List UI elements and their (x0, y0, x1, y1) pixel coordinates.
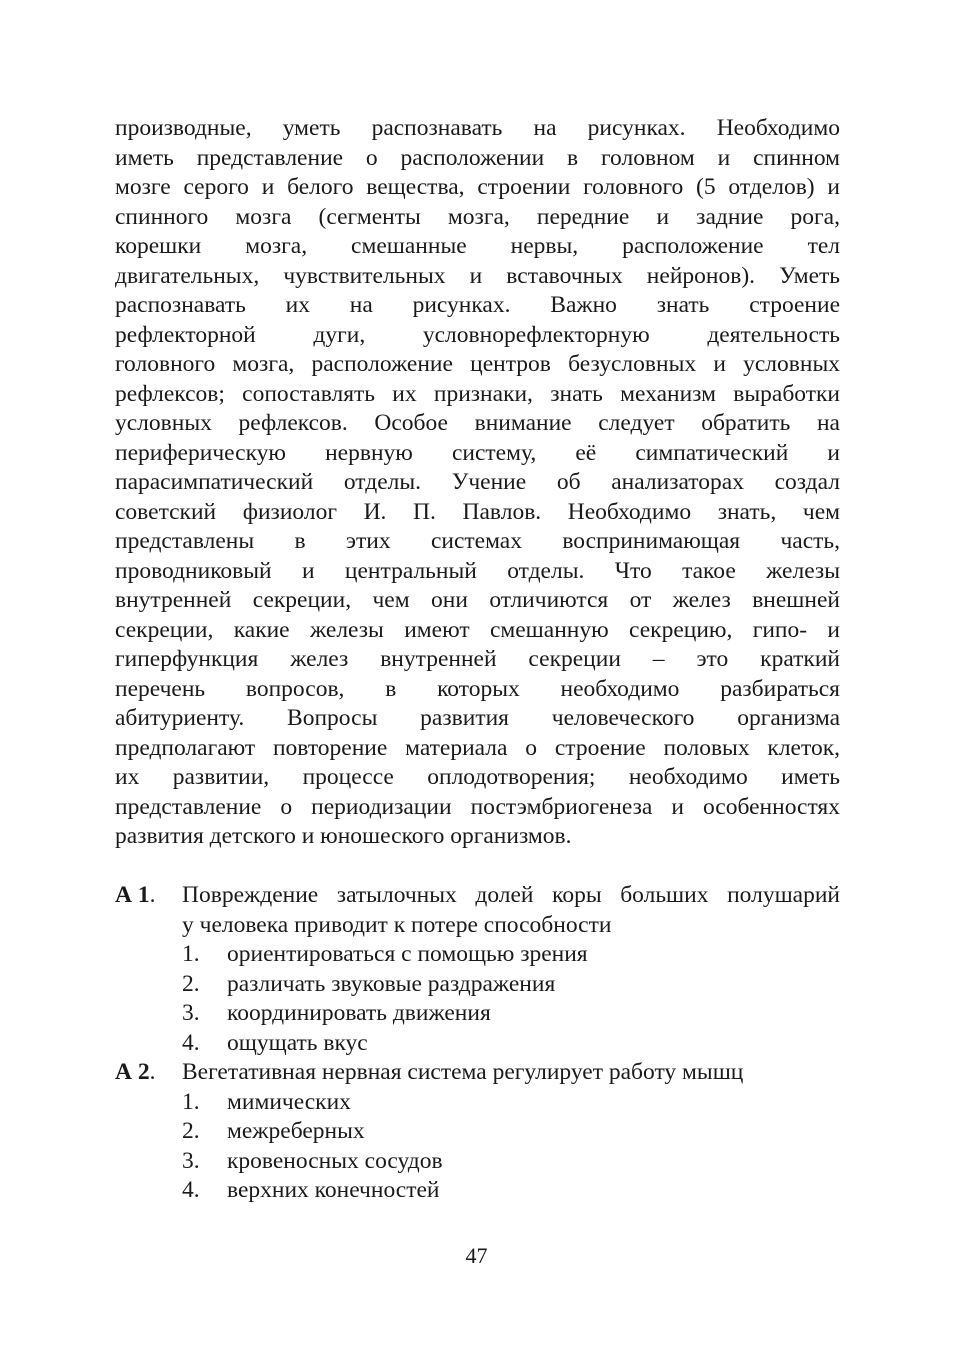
option-number: 3. (182, 1000, 200, 1026)
body-line: гиперфункция желез внутренней секреции – это краткий (115, 646, 840, 672)
body-line: рефлекторной дуги, условнорефлекторную деятельность (115, 321, 840, 348)
body-line: развития детского и юношеского организмов. (115, 823, 572, 849)
body-line: иметь представление о расположении в головном и спинном (115, 144, 840, 171)
page-number: 47 (465, 1243, 488, 1268)
answer-option (182, 940, 840, 970)
question-text: у человека приводит к потере способности (182, 911, 612, 938)
option-text: ощущать вкус (227, 1029, 368, 1056)
option-text: кровеносных сосудов (227, 1147, 443, 1174)
body-line: периферическую нервную систему, её симпатический и (115, 439, 840, 466)
option-text: ориентироваться с помощью зрения (227, 941, 588, 967)
body-paragraph (115, 114, 840, 852)
question-item (115, 881, 840, 1058)
question-text: Повреждение затылочных долей коры больших полушарий (182, 882, 840, 908)
body-line: проводниковый и центральный отделы. Что такое железы (115, 557, 840, 584)
body-line: спинного мозга (сегменты мозга, передние и задние рога, (115, 203, 840, 230)
body-line: внутренней секреции, чем они отличиются от желез внешней (115, 587, 840, 613)
body-line: их развитии, процессе оплодотворения; необходимо иметь (115, 764, 840, 790)
option-text: различать звуковые раздражения (227, 970, 556, 997)
option-number: 4. (182, 1177, 200, 1203)
question-item (115, 1058, 840, 1206)
option-number: 2. (182, 970, 200, 997)
body-line: головного мозга, расположение центров безусловных и условных (115, 351, 840, 377)
question-number-label: А 1 (115, 882, 150, 908)
question-number: А 1. (115, 882, 156, 908)
body-line: представление о периодизации постэмбриогенеза и особенностях (115, 793, 840, 820)
option-number: 4. (182, 1029, 200, 1056)
body-line: рефлексов; сопоставлять их признаки, знать механизм выработки (115, 380, 840, 407)
question-text: Вегетативная нервная система регулирует работу мышц (182, 1059, 744, 1085)
body-line: распознавать их на рисунках. Важно знать строение (115, 292, 840, 318)
option-text: мимических (227, 1088, 351, 1115)
option-text: координировать движения (227, 1000, 491, 1026)
body-line: перечень вопросов, в которых необходимо разбираться (115, 675, 840, 702)
question-list (115, 881, 840, 1206)
option-text: межреберных (227, 1118, 365, 1144)
answer-option (182, 1176, 840, 1206)
body-line: абитуриенту. Вопросы развития человеческого организма (115, 705, 840, 731)
body-line: производные, уметь распознавать на рисунках. Необходимо (115, 115, 840, 141)
question-number: А 2. (115, 1059, 156, 1085)
body-line: секреции, какие железы имеют смешанную секрецию, гипо- и (115, 616, 840, 643)
body-line: представлены в этих системах воспринимающая часть, (115, 528, 840, 554)
body-line: предполагают повторение материала о строение половых клеток, (115, 734, 840, 761)
answer-option (182, 970, 840, 1000)
body-line: условных рефлексов. Особое внимание следует обратить на (115, 410, 840, 436)
question-number-label: А 2 (115, 1059, 150, 1085)
option-number: 3. (182, 1147, 200, 1174)
body-line: корешки мозга, смешанные нервы, расположение тел (115, 233, 840, 259)
body-line: парасимпатический отделы. Учение об анализаторах создал (115, 469, 840, 495)
answer-option (182, 1117, 840, 1147)
option-number: 1. (182, 1088, 200, 1115)
answer-option (182, 1029, 840, 1059)
answer-option (182, 999, 840, 1029)
answer-option (182, 1147, 840, 1177)
answer-option (182, 1088, 840, 1118)
option-text: верхних конечностей (227, 1177, 440, 1203)
body-line: советский физиолог И. П. Павлов. Необходимо знать, чем (115, 498, 840, 525)
body-line: мозге серого и белого вещества, строении головного (5 отделов) и (115, 174, 840, 200)
option-number: 2. (182, 1118, 200, 1144)
body-line: двигательных, чувствительных и вставочных нейронов). Уметь (115, 262, 840, 289)
option-number: 1. (182, 941, 200, 967)
